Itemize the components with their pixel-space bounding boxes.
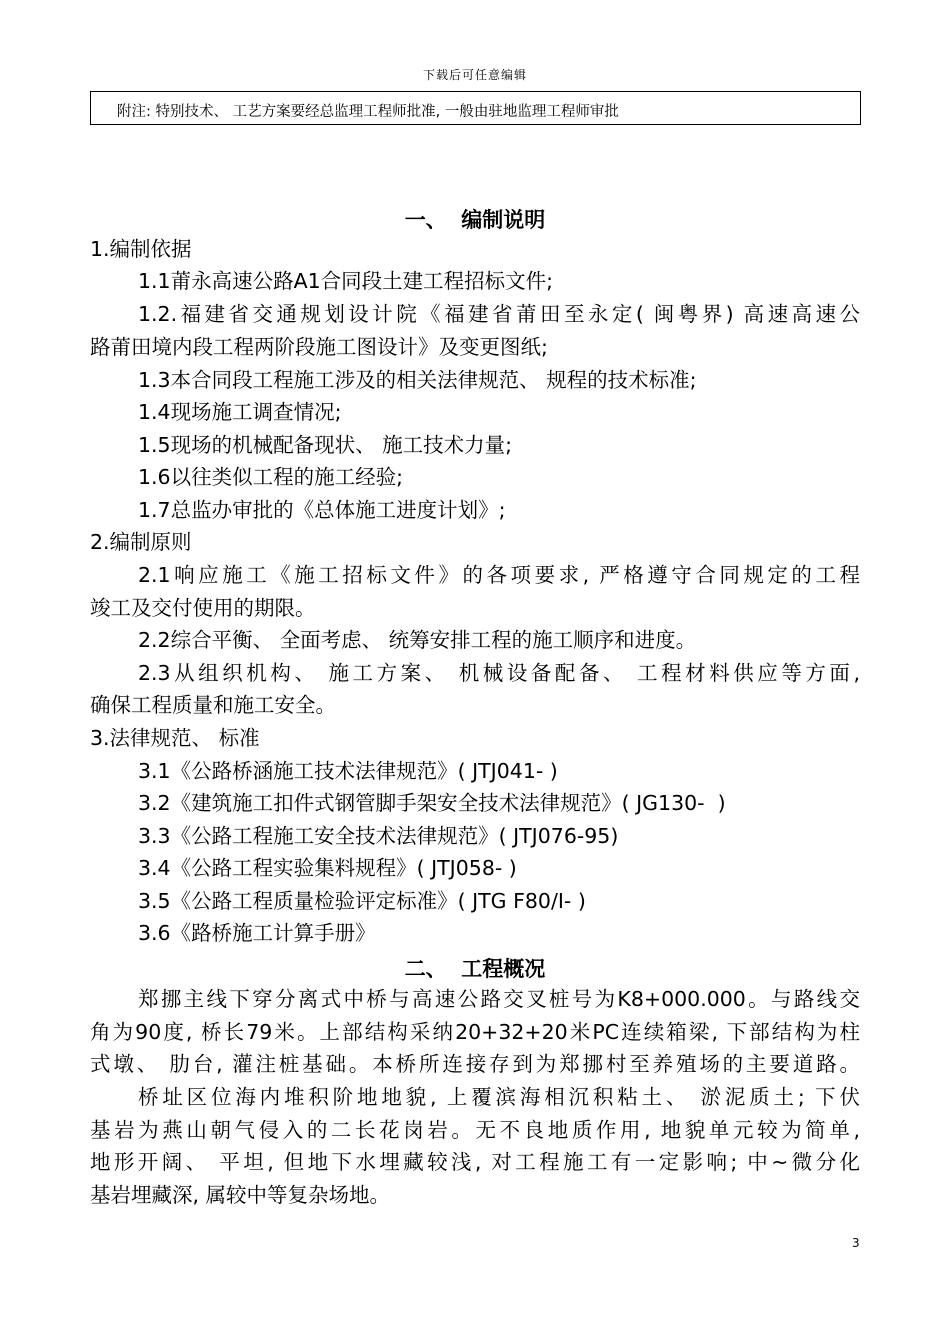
page-header-note: 下载后可任意编辑	[422, 68, 527, 82]
geology-paragraph-line: 地形开阔、 平坦, 但地下水埋藏较浅, 对工程施工有一定影响; 中~微分化	[90, 1150, 860, 1174]
geology-paragraph-line: 基岩为燕山朝气侵入的二长花岗岩。无不良地质作用, 地貌单元较为简单,	[90, 1118, 860, 1142]
basis-item: 1.7总监办审批的《总体施工进度计划》;	[138, 498, 506, 522]
principle-item: 2.3从组织机构、 施工方案、 机械设备配备、 工程材料供应等方面,	[138, 661, 860, 685]
geology-paragraph-line: 基岩埋藏深, 属较中等复杂场地。	[90, 1183, 391, 1207]
standard-item: 3.1《公路桥涵施工技术法律规范》( JTJ041- )	[138, 759, 558, 783]
heading-standards: 3.法律规范、 标准	[90, 726, 260, 750]
standard-item: 3.4《公路工程实验集料规程》( JTJ058- )	[138, 856, 517, 880]
heading-principles: 2.编制原则	[90, 530, 192, 554]
geology-paragraph-line: 桥址区位海内堆积阶地地貌, 上覆滨海相沉积粘土、 淤泥质土; 下伏	[138, 1085, 860, 1109]
basis-item: 1.1莆永高速公路A1合同段土建工程招标文件;	[138, 269, 554, 293]
overview-paragraph-line: 郑挪主线下穿分离式中桥与高速公路交叉桩号为K8+000.000。与路线交	[138, 987, 860, 1011]
principle-item-continued: 竣工及交付使用的期限。	[90, 596, 316, 620]
standard-item: 3.2《建筑施工扣件式钢管脚手架安全技术法律规范》( JG130- )	[138, 791, 726, 815]
approval-notice-text: 附注: 特别技术、 工艺方案要经总监理工程师批准, 一般由驻地监理工程师审批	[117, 104, 619, 120]
section-title-overview: 二、 工程概况	[404, 957, 546, 981]
section-title-compilation: 一、 编制说明	[404, 208, 546, 232]
basis-item: 1.5现场的机械配备现状、 施工技术力量;	[138, 433, 513, 457]
principle-item: 2.1响应施工《施工招标文件》的各项要求, 严格遵守合同规定的工程	[138, 563, 860, 587]
standard-item: 3.6《路桥施工计算手册》	[138, 921, 376, 945]
standard-item: 3.5《公路工程质量检验评定标准》( JTG F80/I- )	[138, 889, 586, 913]
basis-item-continued: 路莆田境内段工程两阶段施工图设计》及变更图纸;	[90, 335, 548, 359]
basis-item: 1.2.福建省交通规划设计院《福建省莆田至永定( 闽粤界) 高速高速公	[138, 302, 860, 326]
basis-item: 1.4现场施工调查情况;	[138, 400, 342, 424]
approval-notice-box	[90, 91, 861, 125]
standard-item: 3.3《公路工程施工安全技术法律规范》( JTJ076-95)	[138, 824, 619, 848]
principle-item-continued: 确保工程质量和施工安全。	[90, 693, 336, 717]
basis-item: 1.3本合同段工程施工涉及的相关法律规范、 规程的技术标准;	[138, 368, 697, 392]
basis-item: 1.6以往类似工程的施工经验;	[138, 465, 404, 489]
principle-item: 2.2综合平衡、 全面考虑、 统筹安排工程的施工顺序和进度。	[138, 628, 697, 652]
heading-basis: 1.编制依据	[90, 237, 192, 261]
overview-paragraph-line: 式墩、 肋台, 灌注桩基础。本桥所连接存到为郑挪村至养殖场的主要道路。	[90, 1052, 860, 1076]
overview-paragraph-line: 角为90度, 桥长79米。上部结构采纳20+32+20米PC连续箱梁, 下部结构为柱	[90, 1020, 860, 1044]
page-number: 3	[852, 1236, 860, 1250]
